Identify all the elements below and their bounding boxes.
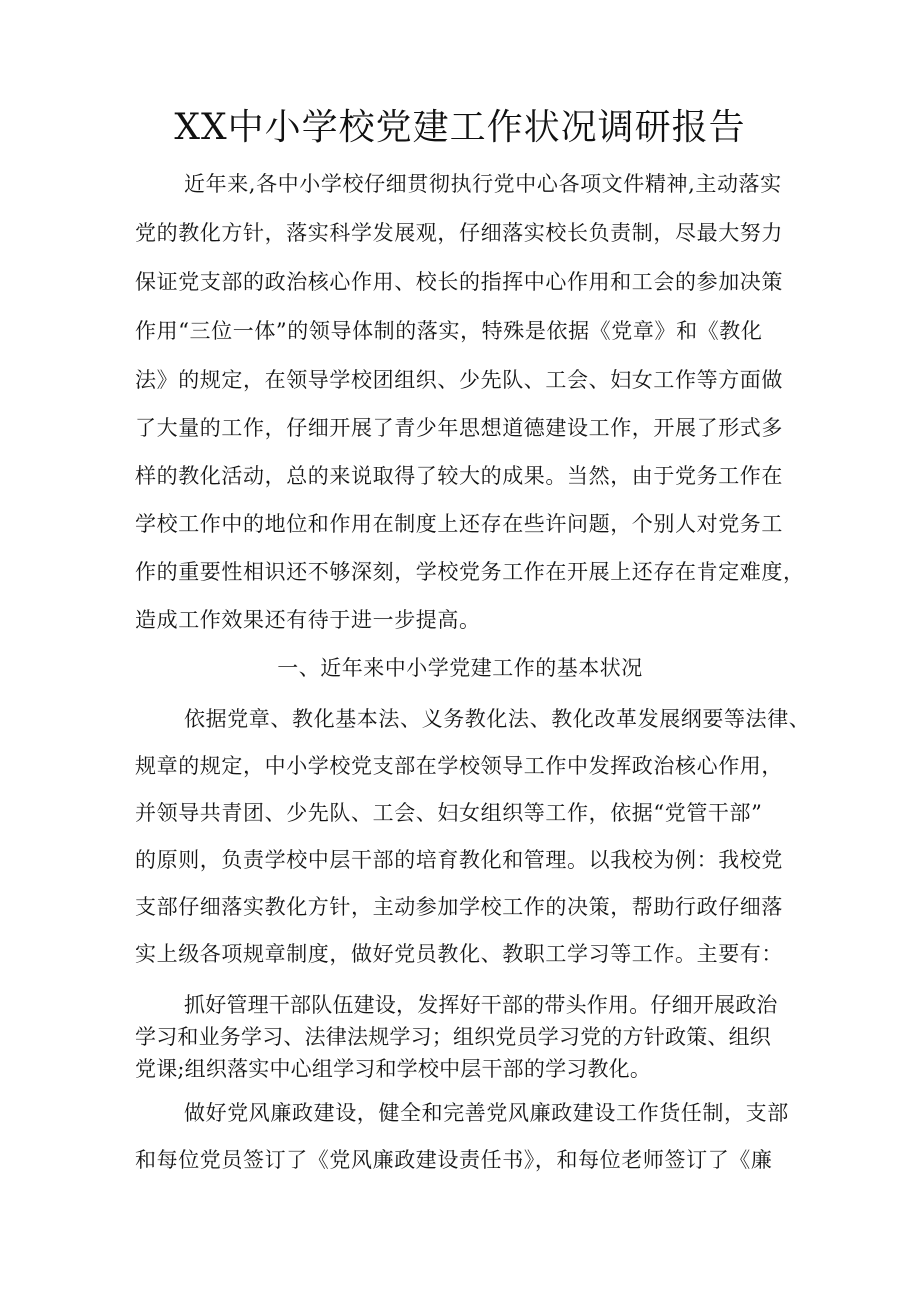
paragraph-3-line-3: 党课;组织落实中心组学习和学校中层干部的学习教化。: [135, 1057, 652, 1081]
paragraph-1-line-7: 样的教化活动，总的来说取得了较大的成果。当然，由于党务工作在: [135, 464, 783, 488]
paragraph-1-line-3: 保证党支部的政治核心作用、校长的指挥中心作用和工会的参加决策: [135, 270, 783, 294]
paragraph-1-line-6: 了大量的工作，仔细开展了青少年思想道德建设工作，开展了形式多: [135, 416, 783, 440]
paragraph-1-line-8: 学校工作中的地位和作用在制度上还存在些许问题，个别人对党务工: [135, 512, 783, 536]
paragraph-4-line-1: 做好党风廉政建设，健全和完善党风廉政建设工作货任制，支部: [184, 1101, 789, 1125]
paragraph-1-line-10: 造成工作效果还有待于进一步提高。: [135, 608, 481, 632]
paragraph-3-line-1: 抓好管理干部队伍建设，发挥好干部的带头作用。仔细开展政治: [184, 993, 778, 1017]
paragraph-3-line-2: 学习和业务学习、法律法规学习；组织党员学习党的方针政策、组织: [135, 1025, 771, 1049]
paragraph-2-line-6: 实上级各项规章制度，做好党员教化、教职工学习等工作。主要有：: [135, 942, 783, 966]
paragraph-1-line-1: 近年来,各中小学校仔细贯彻执行党中心各项文件精神,主动落实: [184, 172, 782, 196]
paragraph-2-line-1: 依据党章、教化基本法、义务教化法、教化改革发展纲要等法律、: [184, 707, 811, 731]
paragraph-2-line-3: 并领导共青团、少先队、工会、妇女组织等工作，依据“党管干部”: [135, 801, 763, 825]
paragraph-1-line-2: 党的教化方针，落实科学发展观，仔细落实校长负责制，尽最大努力: [135, 221, 783, 245]
section-1-heading: 一、近年来中小学党建工作的基本状况: [277, 656, 643, 680]
paragraph-2-line-5: 支部仔细落实教化方针，主动参加学校工作的决策，帮助行政仔细落: [135, 895, 783, 919]
paragraph-1-line-5: 法》的规定，在领导学校团组织、少先队、工会、妇女工作等方面做: [135, 368, 783, 392]
paragraph-2-line-2: 规章的规定，中小学校党支部在学校领导工作中发挥政治核心作用，: [135, 754, 783, 778]
paragraph-4-line-2: 和每位党员签订了《党风廉政建设责任书》，和每位老师签订了《廉: [135, 1148, 773, 1172]
document-title: XX中小学校党建工作状况调研报告: [174, 107, 746, 148]
paragraph-2-line-4: 的原则，负责学校中层干部的培育教化和管理。以我校为例：我校党: [135, 848, 783, 872]
paragraph-1-line-9: 作的重要性相识还不够深刻，学校党务工作在开展上还存在肯定难度，: [135, 560, 805, 584]
paragraph-1-line-4: 作用“三位一体”的领导体制的落实，特殊是依据《党章》和《教化: [135, 319, 763, 343]
